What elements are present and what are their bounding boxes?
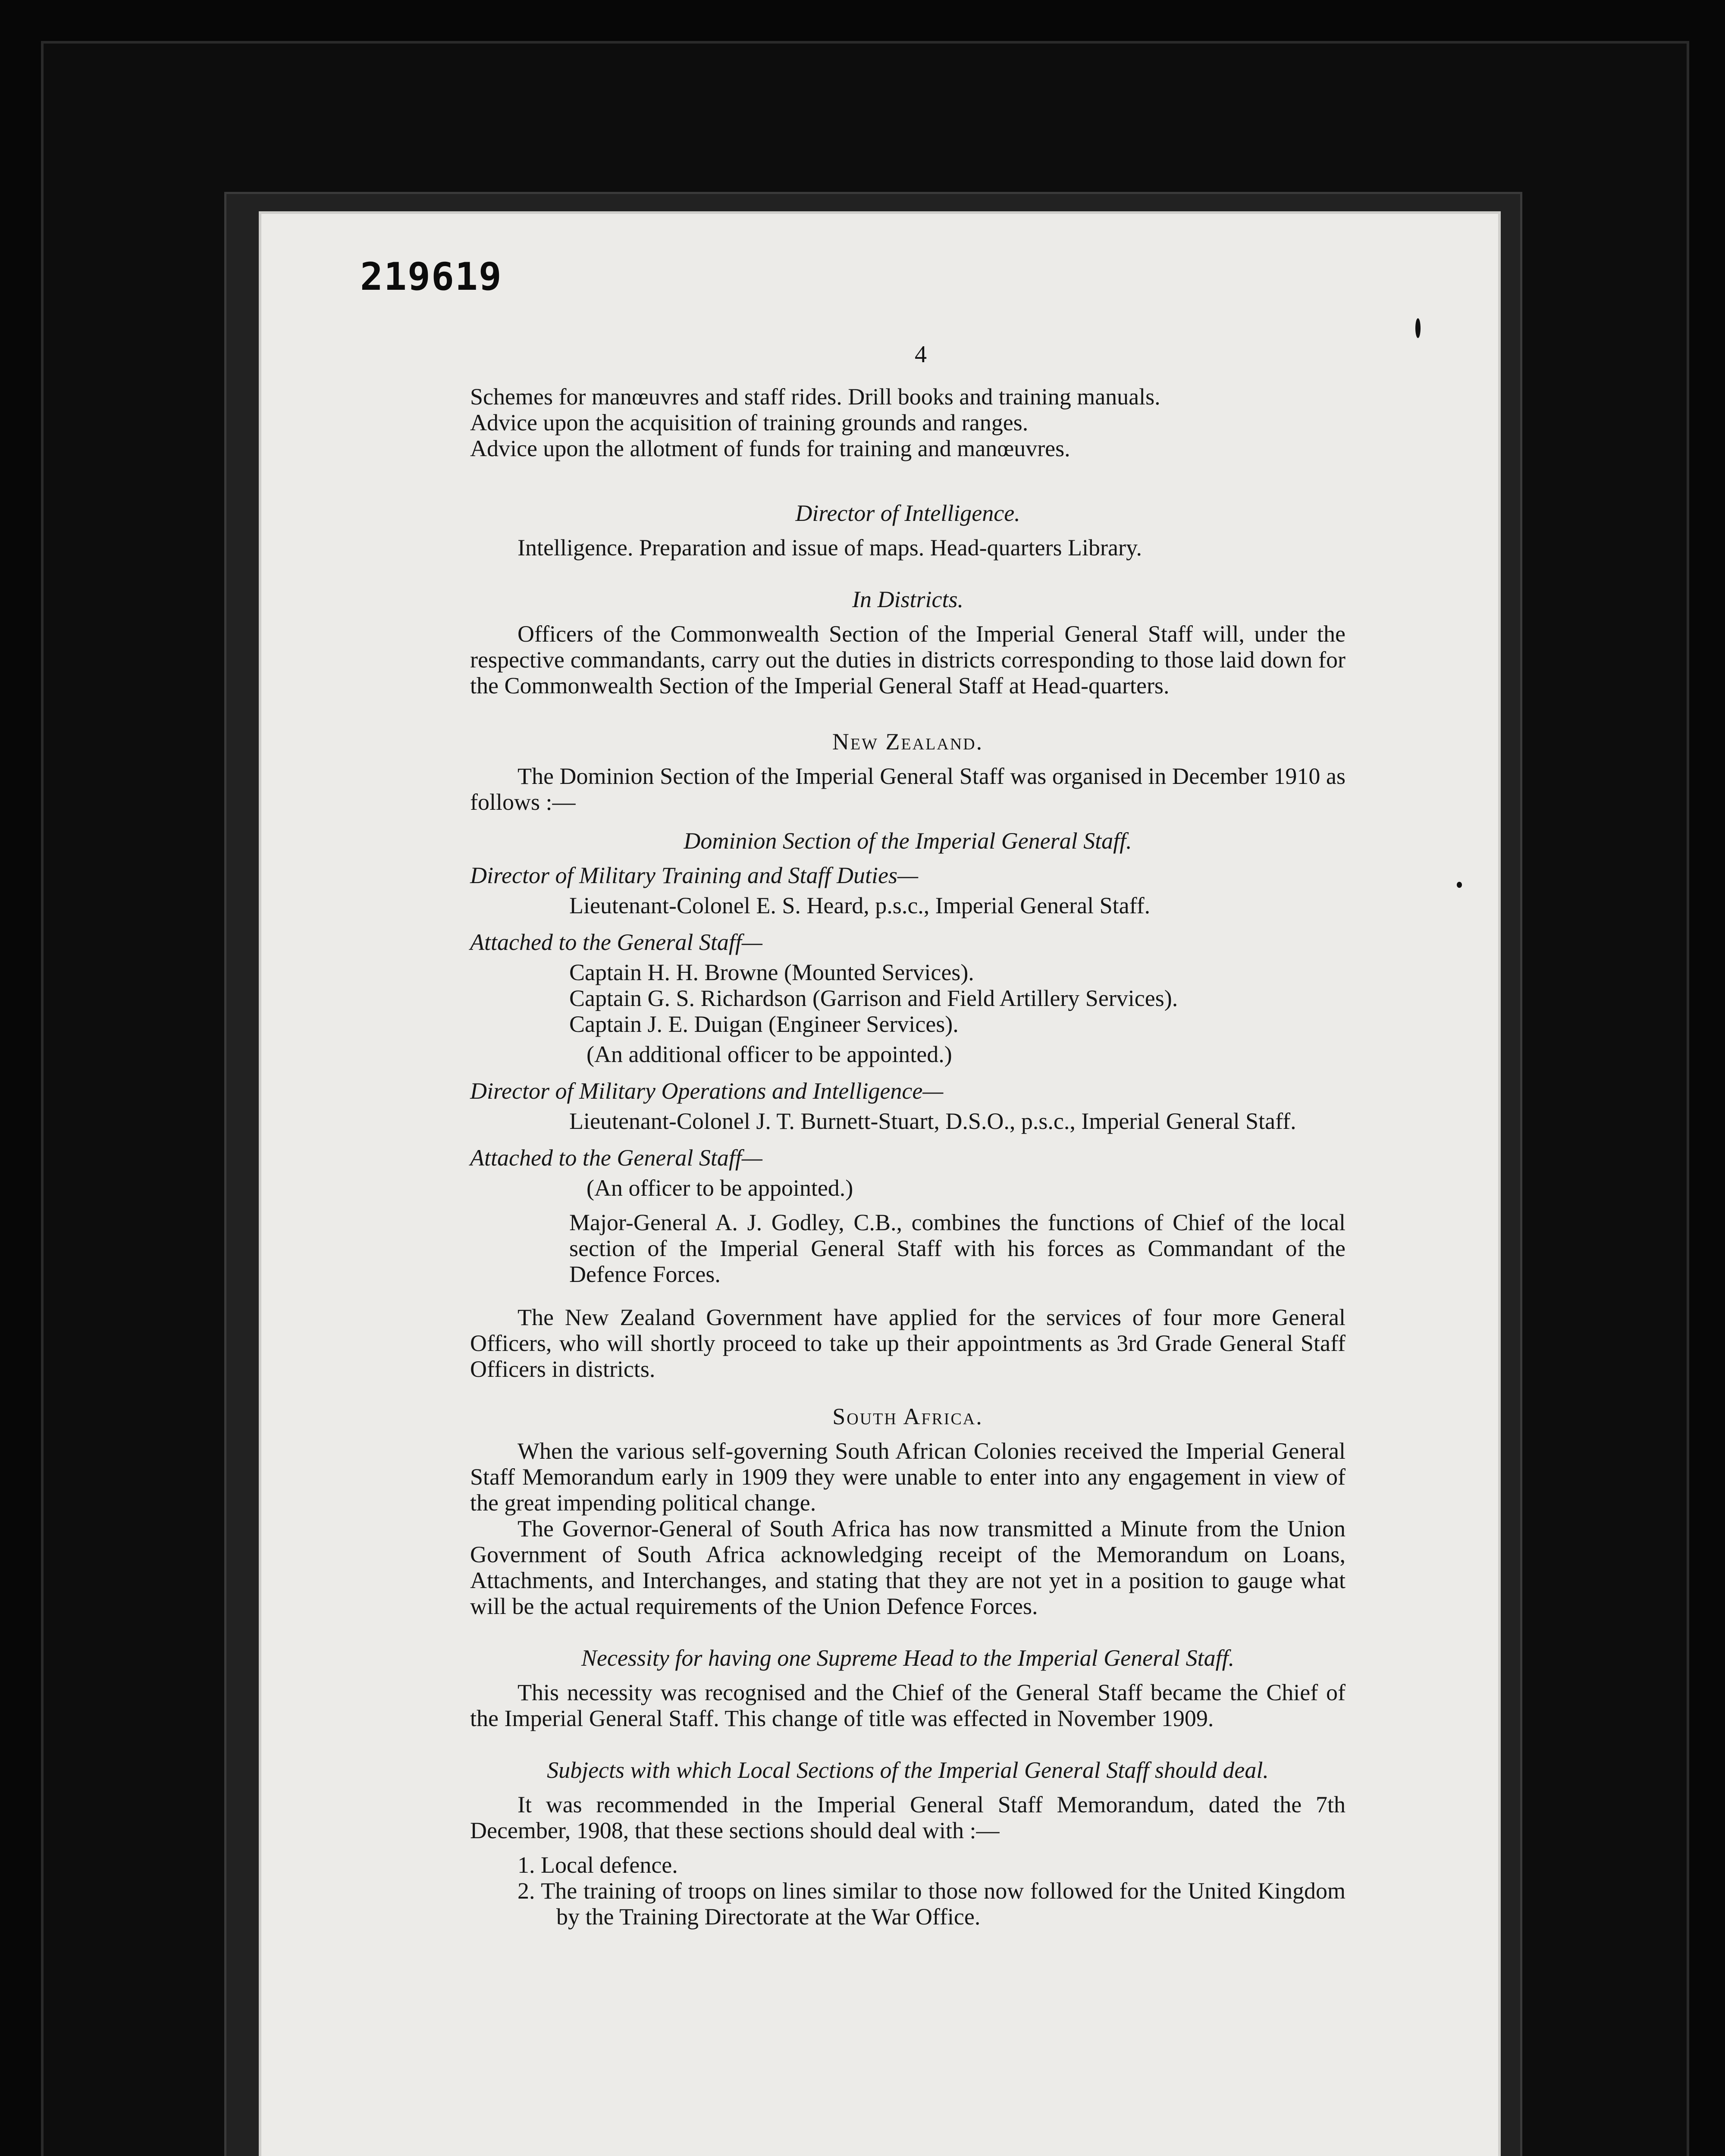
text-line: Schemes for manœuvres and staff rides. Drill books and training manuals. (470, 384, 1160, 410)
text-line: Advice upon the allotment of funds for training and manœuvres. (470, 436, 1070, 461)
section-heading: Necessity for having one Supreme Head to the Imperial General Staff. (581, 1645, 1235, 1671)
appointment: Lieutenant-Colonel E. S. Heard, p.s.c., Imperial General Staff. (569, 893, 1151, 918)
appointment-note: (An officer to be appointed.) (586, 1175, 853, 1201)
paragraph: This necessity was recognised and the Chief of the General Staff became the Chief of the Imperial General Staff. This change of title was effected in November 1909. (470, 1680, 1346, 1731)
paragraph: The Dominion Section of the Imperial General Staff was organised in December 1910 as follows :— (470, 763, 1346, 815)
appointment: Lieutenant-Colonel J. T. Burnett-Stuart, D.S.O., p.s.c., Imperial General Staff. (569, 1108, 1296, 1134)
subsection-heading: Director of Military Operations and Intelligence— (470, 1078, 944, 1104)
margin-mark (1457, 882, 1462, 888)
paragraph: The New Zealand Government have applied for the services of four more General Officers, who will shortly proceed to take up their appointments as 3rd Grade General Staff Officers in districts. (470, 1304, 1346, 1382)
paragraph: Major-General A. J. Godley, C.B., combines the functions of Chief of the local section of the Imperial General Staff with his forces as Commandant of the Defence Forces. (569, 1210, 1346, 1287)
paragraph: The Governor-General of South Africa has now transmitted a Minute from the Union Government of South Africa acknowledging receipt of the Memorandum on Loans, Attachments, and Interchanges, and stating that they are not yet in a position to gauge what will be the actual requirements of the Union Defence Forces. (470, 1516, 1346, 1619)
appointment: Captain J. E. Duigan (Engineer Services). (569, 1011, 959, 1037)
subsection-heading: Attached to the General Staff— (470, 929, 762, 955)
section-heading: In Districts. (852, 586, 963, 612)
list-item: 2. The training of troops on lines similar to those now followed for the United Kingdom by the Training Directorate at the War Office. (518, 1878, 1346, 1930)
section-heading: New Zealand. (832, 729, 984, 755)
list-item: 1. Local defence. (518, 1852, 678, 1878)
section-heading: Subjects with which Local Sections of the Imperial General Staff should deal. (547, 1757, 1269, 1783)
section-heading: Director of Intelligence. (795, 500, 1020, 526)
archive-number: 219619 (360, 254, 502, 299)
section-heading: Dominion Section of the Imperial General Staff. (684, 828, 1132, 854)
document-body (470, 384, 1346, 1930)
subsection-heading: Director of Military Training and Staff Duties— (470, 862, 919, 888)
margin-mark (1415, 318, 1421, 338)
appointment: Captain H. H. Browne (Mounted Services). (569, 959, 974, 985)
paragraph: When the various self-governing South African Colonies received the Imperial General Staff Memorandum early in 1909 they were unable to enter into any engagement in view of the great impending political change. (470, 1438, 1346, 1516)
text-line: Advice upon the acquisition of training grounds and ranges. (470, 410, 1029, 436)
subsection-heading: Attached to the General Staff— (470, 1145, 762, 1171)
page-number: 4 (915, 341, 927, 368)
appointment: Captain G. S. Richardson (Garrison and Field Artillery Services). (569, 985, 1178, 1011)
section-heading: South Africa. (832, 1404, 983, 1429)
appointment-note: (An additional officer to be appointed.) (586, 1041, 952, 1067)
text-line: Intelligence. Preparation and issue of maps. Head-quarters Library. (518, 535, 1142, 561)
paragraph: It was recommended in the Imperial General Staff Memorandum, dated the 7th December, 1908, that these sections should deal with :— (470, 1792, 1346, 1843)
paragraph: Officers of the Commonwealth Section of the Imperial General Staff will, under the respective commandants, carry out the duties in districts corresponding to those laid down for the Commonwealth Section of the Imperial General Staff at Head-quarters. (470, 621, 1346, 699)
